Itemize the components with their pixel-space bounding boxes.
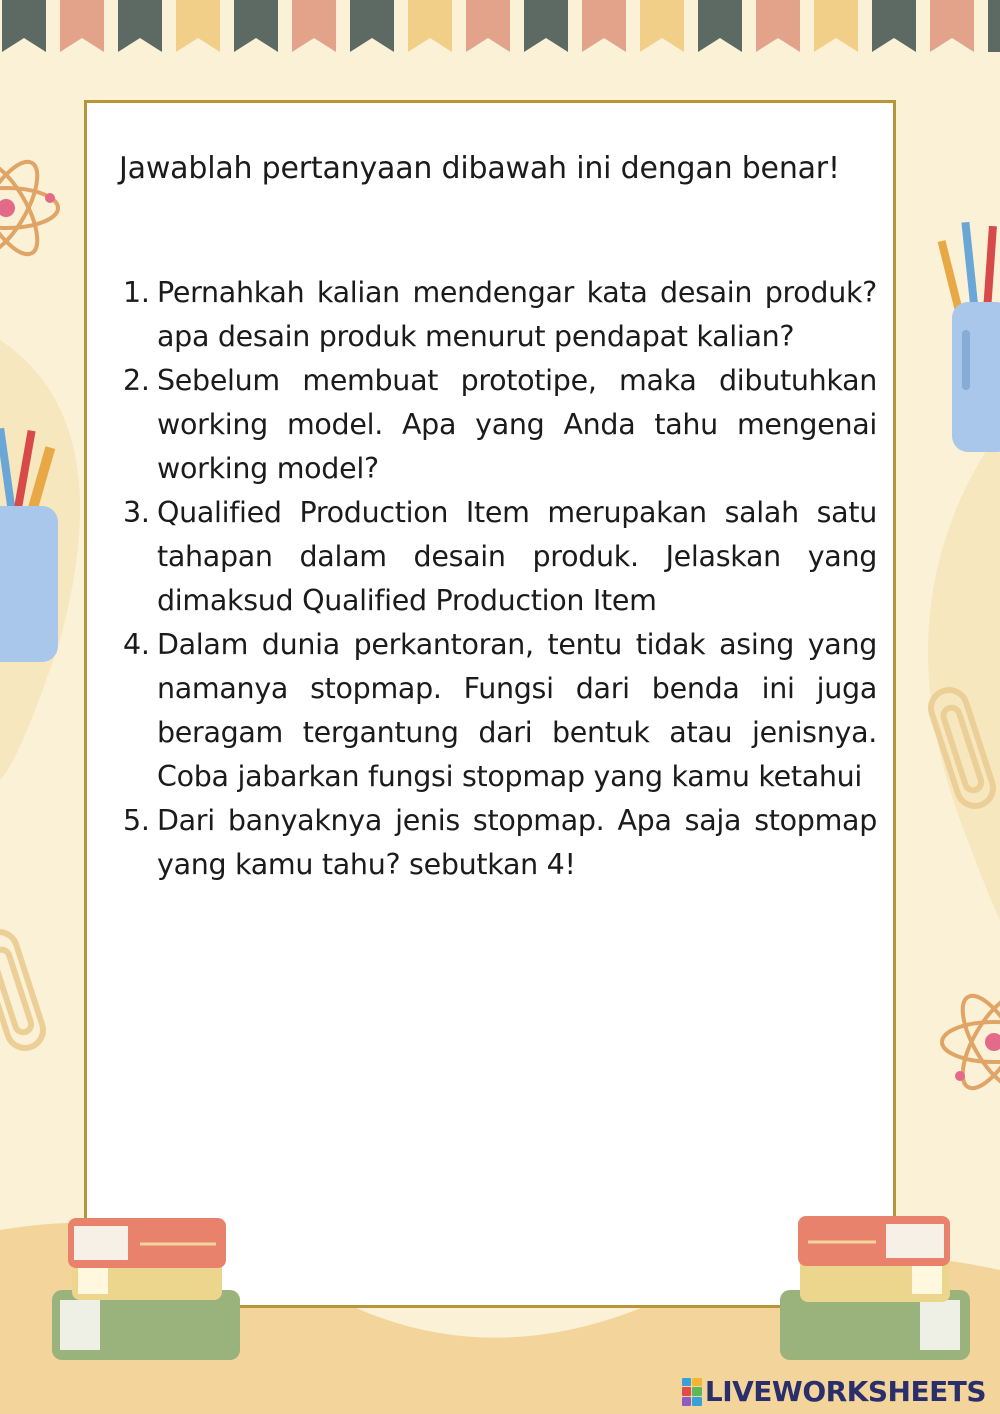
question-number: 4. [123,628,150,661]
question-number: 5. [123,804,150,837]
question-number: 2. [123,364,150,397]
question-text: Dalam dunia perkantoran, tentu tidak asing yang namanya stopmap. Fungsi dari benda ini juga beragam tergantung dari bentuk atau jenisnya. Coba jabarkan fungsi stopmap yang kamu ketahui [157,628,877,793]
question-item [123,491,877,623]
worksheet-card [84,100,896,1308]
question-text: Sebelum membuat prototipe, maka dibutuhkan working model. Apa yang Anda tahu mengenai working model? [157,364,877,485]
liveworksheets-brand [682,1375,986,1408]
question-item [123,271,877,359]
question-number: 3. [123,496,150,529]
question-item [123,359,877,491]
question-list [123,271,877,887]
question-text: Dari banyaknya jenis stopmap. Apa saja stopmap yang kamu tahu? sebutkan 4! [157,804,877,881]
question-item [123,623,877,799]
question-item [123,799,877,887]
brand-name: LIVEWORKSHEETS [704,1375,986,1408]
question-text: Qualified Production Item merupakan salah satu tahapan dalam desain produk. Jelaskan yang dimaksud Qualified Production Item [157,496,877,617]
question-text: Pernahkah kalian mendengar kata desain produk? apa desain produk menurut pendapat kalian? [157,276,877,353]
background-blob [928,430,1000,920]
paperclip-icon [0,927,48,1052]
pencil-cup-icon [0,428,58,662]
bunting-flags [0,0,1000,52]
atom-icon [0,153,58,263]
liveworksheets-logo-icon [682,1378,702,1406]
question-number: 1. [123,276,150,309]
pencil-cup-icon [938,222,1000,452]
instruction-text: Jawablah pertanyaan dibawah ini dengan benar! [119,151,840,186]
atom-icon [942,987,1000,1097]
